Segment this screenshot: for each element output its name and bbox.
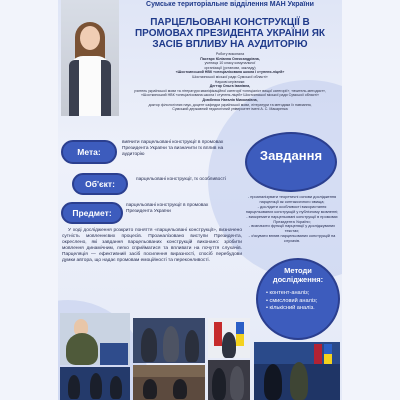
person (68, 375, 80, 399)
task-item: - виокремити парцельовані конструкції в промовах Президента України; (246, 213, 338, 224)
conclusion-text: У ході дослідження розкрито поняття «парцельовані конструкції», визначено сутність мовленнєвих процесів. Проаналізовано виступи Президента, окреслено, які завдання парцельованих конструкцій виконано: зробити мовлення динамічним, легко сприйматися та впливати на почуття слухачів. Парцеляція — ефективний засіб посилення виразності, спосіб перебудови думки автора, що надає промовам емоційності та переконливості. (62, 228, 242, 264)
task-item: - дослідити особливості використання парцельованих конструкцій у публічному мовленні; (245, 203, 339, 214)
byline-line: «Шосткинський НВК «спеціалізована школа І ступеня-ліцей» (175, 70, 285, 75)
author-jacket (101, 60, 111, 116)
method-item: • кількісний аналіз. (266, 305, 336, 313)
organization-name: Сумське територіальне відділення МАН України (146, 1, 314, 8)
person (222, 332, 236, 358)
subject-label: Предмет: (61, 202, 123, 224)
subject-text: парцельовані конструкції в промовах Президента України (126, 203, 209, 214)
person (141, 328, 157, 362)
meta-label: Мета: (61, 140, 117, 164)
byline-line: Наукові керівники: (214, 79, 246, 84)
methods-list (266, 290, 336, 313)
author-face (80, 26, 100, 50)
byline-line: Пастарх Юліанна Олександрівна, (200, 56, 260, 61)
object-label: Об'єкт: (72, 173, 128, 195)
person (90, 373, 102, 399)
byline-line: учениця 10 класу комунальної (204, 61, 256, 66)
person (173, 379, 187, 399)
flag (324, 344, 332, 354)
person (110, 376, 122, 399)
handshake-photo (208, 360, 250, 400)
person (230, 366, 244, 400)
flags-photo (208, 318, 250, 358)
person (264, 364, 282, 400)
flag (236, 334, 244, 346)
meta-text: вивчити парцельовані конструкції в промовах Президента України та визначити їх вплив на аудиторію (122, 140, 224, 157)
hall-photo (133, 365, 205, 400)
byline-line: Дзюбенко Наталія Миколаївна, (202, 97, 258, 102)
person (143, 379, 157, 399)
person (212, 368, 226, 400)
poster-title: ПАРЦЕЛЬОВАНІ КОНСТРУКЦІЇ В ПРОМОВАХ ПРЕЗИДЕНТА УКРАЇНИ ЯК ЗАСІБ ВПЛИВУ НА АУДИТОРІЮ (134, 17, 326, 50)
speaker-body (66, 333, 98, 365)
method-item: • смисловий аналіз; (266, 298, 336, 306)
object-text: парцельовані конструкції, їх особливості (136, 177, 226, 182)
methods-title: Методи дослідження: (272, 266, 324, 284)
byline-line: Шосткинської міської ради Сумської області» (192, 74, 268, 79)
person (185, 330, 199, 362)
byline-line: організації (установи, закладу) (204, 65, 256, 70)
task-item: - проаналізувати теоретичні основи дослідження парцеляції як синтаксичного явища; (247, 194, 337, 204)
person (163, 326, 179, 362)
method-item: • контент-аналіз; (266, 290, 336, 298)
tasks-title: Завдання (259, 148, 323, 163)
person (290, 362, 308, 400)
task-item: - визначити функції парцеляції у досліджуваних текстах; (248, 223, 336, 234)
author-info (120, 52, 340, 112)
poster (58, 0, 342, 400)
tasks-list (244, 195, 340, 244)
byline-line: Дегтяр Ольга Іванівна, (209, 84, 251, 89)
byline-line: Роботу виконала (215, 52, 245, 56)
audience-photo (60, 367, 130, 400)
flag (214, 322, 222, 346)
author-photo (61, 0, 119, 116)
byline-line: «Шосткинський НВК «спеціалізована школа І ступеня-ліцей» Шосткинської міської ради Сумської області» (141, 93, 319, 98)
president-speech-photo (60, 313, 130, 365)
hall-wall (133, 365, 205, 377)
byline-line: Сумський державний педагогічний університет імені А. С. Макаренка (172, 107, 288, 112)
task-item: - з'ясувати вплив парцельованих конструкцій на слухачів. (248, 233, 336, 244)
author-jacket (69, 60, 79, 116)
byline-line: доктор філологічних наук, доцент кафедри української мови, літератури та методики їх навчання, (148, 102, 312, 107)
flag (236, 322, 244, 334)
press-conference-photo (254, 342, 340, 400)
flag (324, 354, 332, 364)
flag (314, 344, 322, 364)
meeting-photo (133, 318, 205, 363)
podium (100, 343, 128, 365)
byline-line: учитель української мови та літератури кваліфікаційної категорії «спеціаліст вищої категорії», «вчитель-методист», (133, 88, 327, 93)
